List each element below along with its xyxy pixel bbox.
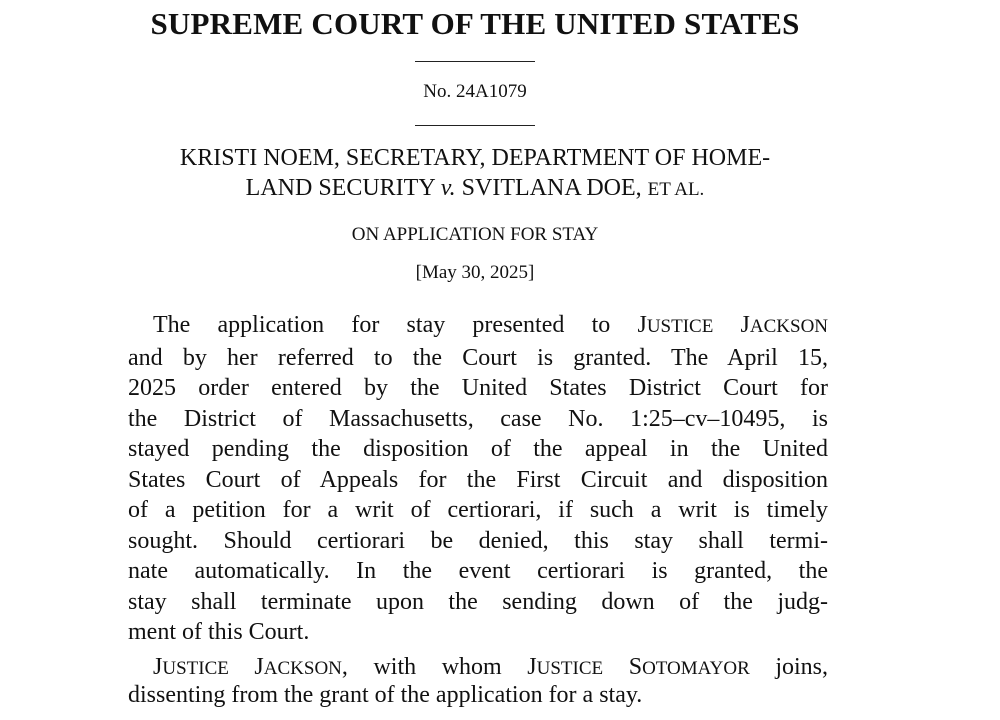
caption-et-al: ET AL. [647,179,705,200]
decision-date: [May 30, 2025] [415,262,535,283]
order-line: 2025 order entered by the United States District Court for [128,375,828,401]
caption-part-b: SVITLANA DOE, [455,175,648,201]
order-line: ment of this Court. [128,619,310,645]
docket-number: No. 24A1079 [423,81,527,102]
bottom-rule [415,125,535,126]
dissent-paragraph [128,652,828,685]
court-title: SUPREME COURT OF THE UNITED STATES [150,6,800,41]
dissent-line-1: JUSTICE JACKSON, with whom JUSTICE SOTOMAYOR joins, [153,654,829,680]
order-line: and by her referred to the Court is granted. The April 15, [128,344,828,371]
caption-line-2 [0,173,950,205]
order-line: of a petition for a writ of certiorari, if such a writ is timely [128,497,828,523]
caption-line-1: KRISTI NOEM, SECRETARY, DEPARTMENT OF HOME- [179,145,771,171]
order-line: The application for stay presented to JUSTICE JACKSON [153,312,829,338]
top-rule [415,61,535,62]
case-caption [0,143,950,205]
order-line: sought. Should certiorari be denied, this stay shall termi- [128,527,828,554]
caption-part-a: LAND SECURITY [245,175,441,201]
order-paragraph [128,310,828,648]
order-line: stayed pending the disposition of the appeal in the United [128,436,828,462]
order-line: stay shall terminate upon the sending down of the judg- [128,588,828,615]
caption-versus: v. [440,175,456,201]
order-line: the District of Massachusetts, case No. 1:25–cv–10495, is [128,405,828,432]
proceeding-label: ON APPLICATION FOR STAY [351,224,599,245]
order-line: nate automatically. In the event certiorari is granted, the [128,558,828,584]
dissent-line-2: dissenting from the grant of the application for a stay. [128,682,643,708]
order-line: States Court of Appeals for the First Circuit and disposition [128,466,828,493]
